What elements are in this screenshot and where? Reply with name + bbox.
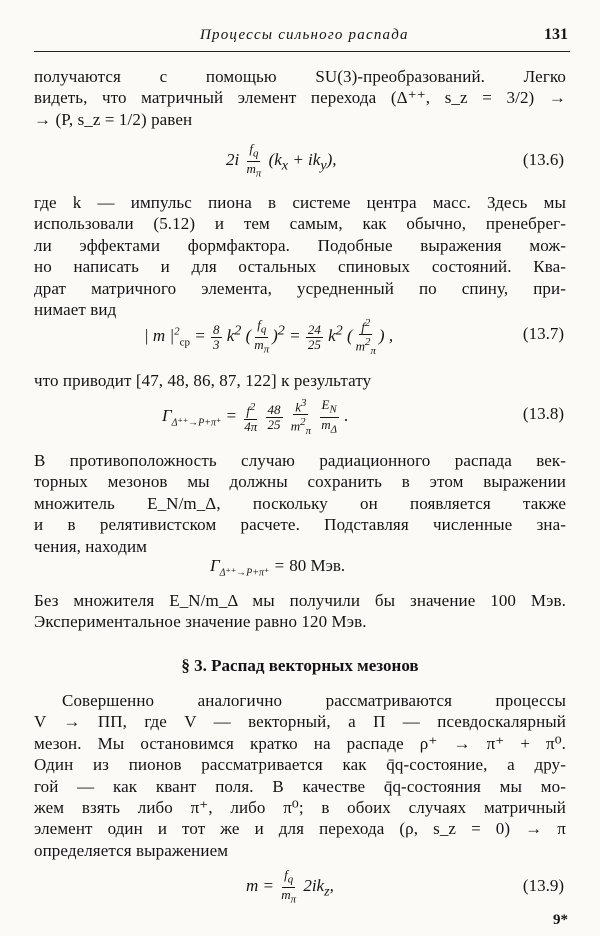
- paragraph-5: [34, 590, 566, 633]
- text-line: элемент один и тот же и для перехода (ρ, s_z = 0) → π: [34, 819, 566, 839]
- equation-13-9: [34, 868, 566, 906]
- text-line: нимает вид: [34, 299, 117, 319]
- paragraph-1: [34, 66, 566, 130]
- section-heading: § 3. Распад векторных мезонов: [181, 656, 419, 675]
- equation-13-7: [34, 316, 566, 358]
- equation-number: (13.9): [522, 876, 564, 895]
- paragraph-6: [34, 690, 566, 861]
- printer-signature: 9*: [553, 912, 568, 928]
- paragraph-3: [34, 370, 566, 391]
- text-line: торных мезонов мы должны сохранить в этом выражении: [34, 472, 566, 492]
- text-line: множитель E_N/m_Δ, поскольку он появляется также: [34, 493, 566, 513]
- text-line: где k — импульс пиона в системе центра масс. Здесь мы: [34, 193, 566, 212]
- paragraph-4: [34, 450, 566, 557]
- formula: m = $\frac{f_q}{m_\pi}$ $2ik_z$,: [246, 867, 334, 906]
- text-line: Без множителя E_N/m_Δ мы получили бы значение 100 Мэв.: [34, 591, 566, 610]
- text-line: Совершенно аналогично рассматриваются процессы: [62, 691, 566, 710]
- text-line: драт матричного элемента, усредненный по спину, при-: [34, 278, 566, 298]
- formula: 2i $\frac{f_q}{m_\pi}$ $(k_x + ik_y)$,: [226, 141, 337, 180]
- text-line: Экспериментальное значение равно 120 Мэв.: [34, 612, 367, 632]
- text-line: гой — как квант поля. В качестве q̄q-состояния мы мо-: [34, 776, 566, 796]
- text-line: видеть, что матричный элемент перехода (Δ⁺⁺, s_z = 3/2) →: [34, 88, 566, 108]
- text-line: но написать и для остальных спиновых состояний. Ква-: [34, 257, 566, 277]
- paragraph-2: [34, 192, 566, 320]
- text-line: Один из пионов рассматривается как q̄q-состояние, а дру-: [34, 755, 566, 775]
- formula: $\Gamma_{\Delta^{++}\to P+\pi^+} = 80$ Мэв.: [210, 556, 346, 579]
- running-header: [34, 22, 570, 52]
- equation-number: (13.7): [522, 324, 564, 343]
- text-line: использовали (5.12) и тем самым, как обычно, пренебрег-: [34, 214, 566, 234]
- formula: $\Gamma_{\Delta^{++}\to P+\pi^+}$ = $\frac{f^2}{4\pi}$ $\frac{48}{25}$ $\frac{k^3}{m^2_\pi}$ $\frac{E_N}{m_\Delta}$ .: [162, 397, 349, 438]
- text-line: жем взять либо π⁺, либо π⁰; в обоих случаях матричный: [34, 797, 566, 817]
- text-line: что приводит [47, 48, 86, 87, 122] к результату: [34, 371, 372, 390]
- header-rule: [34, 51, 570, 52]
- equation-number: (13.8): [522, 404, 564, 423]
- text-line: чения, находим: [34, 536, 148, 556]
- numeric-result: [34, 556, 566, 594]
- text-line: получаются с помощью SU(3)-преобразований. Легко: [34, 67, 566, 86]
- page-number: 131: [544, 26, 568, 43]
- text-line: → (P, s_z = 1/2) равен: [34, 109, 193, 129]
- equation-number: (13.6): [522, 150, 564, 169]
- text-line: ли эффектами формфактора. Подобные выражения мож-: [34, 235, 566, 255]
- formula: | m $|^2_{ср}$ = $\frac{8}{3}$ $k^2$ ( $\frac{f_q}{m_\pi}$ )$^2$ = $\frac{24}{25}$ $k^2$ ( $\frac{f^2}{m^2_\pi}$ ) ,: [144, 317, 394, 358]
- text-line: и в релятивистском расчете. Подставляя численные зна-: [34, 515, 566, 535]
- result-value: 80 Мэв.: [289, 556, 346, 575]
- running-title: Процессы сильного распада: [200, 27, 409, 43]
- text-line: определяется выражением: [34, 840, 229, 860]
- equation-13-6: [34, 142, 566, 180]
- text-line: В противоположность случаю радиационного распада век-: [34, 451, 566, 470]
- equation-13-8: [34, 396, 566, 438]
- text-line: мезон. Мы остановимся кратко на распаде ρ⁺ → π⁺ + π⁰.: [34, 733, 566, 753]
- text-line: V → ПП, где V — векторный, а П — псевдоскалярный: [34, 712, 566, 732]
